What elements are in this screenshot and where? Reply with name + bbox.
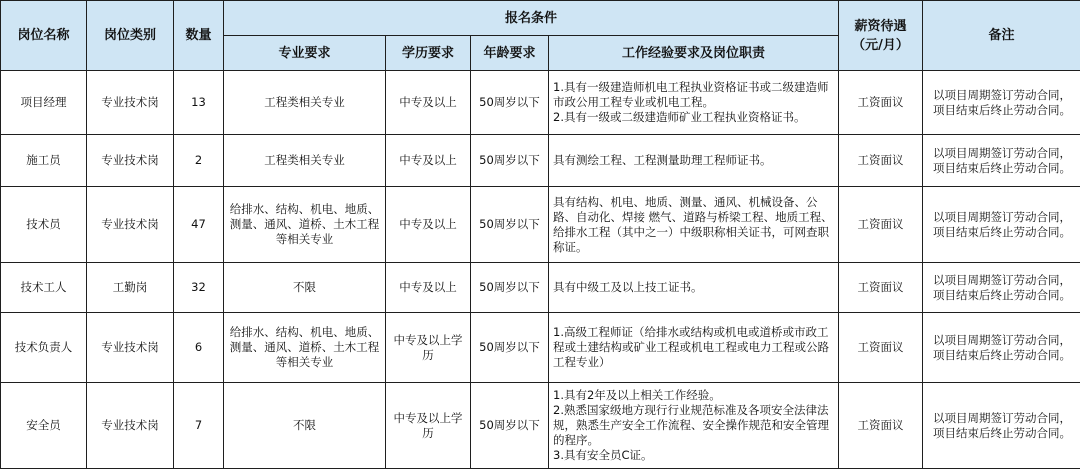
header-requirements: 报名条件 xyxy=(224,1,839,36)
cell-salary: 工资面议 xyxy=(839,187,923,263)
cell-quantity: 47 xyxy=(174,187,224,263)
cell-experience xyxy=(549,383,839,469)
table-row xyxy=(1,187,1080,263)
header-position-type: 岗位类别 xyxy=(87,1,174,71)
experience-line: 2.具有一级或二级建造师矿业工程执业资格证书。 xyxy=(553,110,806,124)
cell-remarks: 以项目周期签订劳动合同，项目结束后终止劳动合同。 xyxy=(923,135,1080,187)
cell-position-name: 项目经理 xyxy=(1,71,87,135)
cell-education: 中专及以上 xyxy=(386,187,471,263)
cell-major: 给排水、结构、机电、地质、测量、通风、道桥、土木工程等相关专业 xyxy=(224,187,386,263)
cell-major: 给排水、结构、机电、地质、测量、通风、道桥、土木工程等相关专业 xyxy=(224,313,386,383)
table-row xyxy=(1,263,1080,313)
cell-experience xyxy=(549,313,839,383)
cell-salary: 工资面议 xyxy=(839,135,923,187)
table-row xyxy=(1,313,1080,383)
cell-major: 不限 xyxy=(224,263,386,313)
experience-line: 1.具有一级建造师机电工程执业资格证书或二级建造师市政公用工程专业或机电工程。 xyxy=(553,80,829,109)
cell-remarks: 以项目周期签订劳动合同，项目结束后终止劳动合同。 xyxy=(923,263,1080,313)
experience-line: 1.具有2年及以上相关工作经验。 xyxy=(553,388,721,402)
cell-education: 中专及以上学历 xyxy=(386,383,471,469)
cell-age: 50周岁以下 xyxy=(471,263,549,313)
experience-line: 具有结构、机电、地质、测量、通风、机械设备、公路、自动化、焊接 燃气、道路与桥梁工程、地质工程、给排水工程（其中之一）中级职称相关证书，可网查职称证。 xyxy=(553,194,833,254)
experience-line: 2.熟悉国家级地方现行行业规范标准及各项安全法律法规，熟悉生产安全工作流程、安全操作规范和安全管理的程序。 xyxy=(553,403,829,447)
cell-remarks: 以项目周期签订劳动合同，项目结束后终止劳动合同。 xyxy=(923,71,1080,135)
header-age: 年龄要求 xyxy=(471,36,549,71)
cell-remarks: 以项目周期签订劳动合同，项目结束后终止劳动合同。 xyxy=(923,313,1080,383)
cell-education: 中专及以上 xyxy=(386,263,471,313)
header-quantity: 数量 xyxy=(174,1,224,71)
cell-position-type: 专业技术岗 xyxy=(87,383,174,469)
cell-salary: 工资面议 xyxy=(839,263,923,313)
cell-position-type: 专业技术岗 xyxy=(87,135,174,187)
cell-education: 中专及以上学历 xyxy=(386,313,471,383)
cell-position-name: 安全员 xyxy=(1,383,87,469)
experience-line: 1.高级工程师证（给排水或结构或机电或道桥或市政工程或土建结构或矿业工程或机电工程或电力工程或公路工程专业） xyxy=(553,325,829,369)
cell-experience xyxy=(549,71,839,135)
cell-position-name: 技术员 xyxy=(1,187,87,263)
cell-major: 工程类相关专业 xyxy=(224,71,386,135)
cell-position-name: 技术负责人 xyxy=(1,313,87,383)
cell-remarks: 以项目周期签订劳动合同，项目结束后终止劳动合同。 xyxy=(923,187,1080,263)
cell-position-type: 专业技术岗 xyxy=(87,313,174,383)
cell-quantity: 13 xyxy=(174,71,224,135)
cell-salary: 工资面议 xyxy=(839,313,923,383)
table-row xyxy=(1,383,1080,469)
cell-salary: 工资面议 xyxy=(839,383,923,469)
cell-age: 50周岁以下 xyxy=(471,383,549,469)
header-position-name: 岗位名称 xyxy=(1,1,87,71)
cell-age: 50周岁以下 xyxy=(471,71,549,135)
cell-education: 中专及以上 xyxy=(386,135,471,187)
experience-line: 3.具有安全员C证。 xyxy=(553,448,653,462)
cell-experience xyxy=(549,263,839,313)
cell-quantity: 7 xyxy=(174,383,224,469)
cell-experience xyxy=(549,187,839,263)
cell-position-name: 技术工人 xyxy=(1,263,87,313)
cell-remarks: 以项目周期签订劳动合同，项目结束后终止劳动合同。 xyxy=(923,383,1080,469)
cell-position-type: 工勤岗 xyxy=(87,263,174,313)
cell-quantity: 6 xyxy=(174,313,224,383)
cell-quantity: 32 xyxy=(174,263,224,313)
cell-salary: 工资面议 xyxy=(839,71,923,135)
table-row xyxy=(1,135,1080,187)
cell-age: 50周岁以下 xyxy=(471,313,549,383)
cell-position-type: 专业技术岗 xyxy=(87,71,174,135)
cell-experience xyxy=(549,135,839,187)
cell-age: 50周岁以下 xyxy=(471,135,549,187)
cell-position-type: 专业技术岗 xyxy=(87,187,174,263)
experience-line: 具有测绘工程、工程测量助理工程师证书。 xyxy=(553,153,772,167)
cell-age: 50周岁以下 xyxy=(471,187,549,263)
cell-position-name: 施工员 xyxy=(1,135,87,187)
header-education: 学历要求 xyxy=(386,36,471,71)
header-remarks: 备注 xyxy=(923,1,1080,71)
cell-education: 中专及以上 xyxy=(386,71,471,135)
header-experience: 工作经验要求及岗位职责 xyxy=(549,36,839,71)
header-major: 专业要求 xyxy=(224,36,386,71)
table-body xyxy=(1,71,1080,469)
cell-major: 工程类相关专业 xyxy=(224,135,386,187)
header-salary: 薪资待遇 （元/月） xyxy=(839,1,923,71)
cell-major: 不限 xyxy=(224,383,386,469)
cell-quantity: 2 xyxy=(174,135,224,187)
table-row xyxy=(1,71,1080,135)
experience-line: 具有中级工及以上技工证书。 xyxy=(553,280,703,294)
